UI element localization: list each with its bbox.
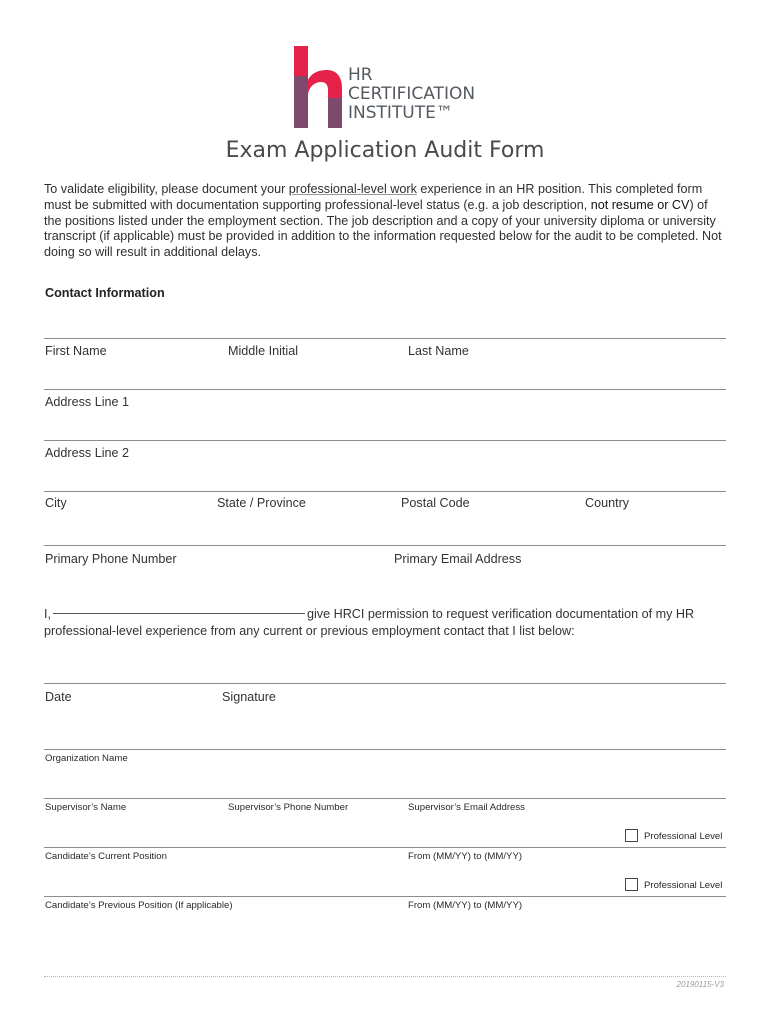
previous-position-label: Candidate’s Previous Position (If applicable) (45, 900, 233, 911)
address1-field-line[interactable] (44, 389, 726, 390)
name-field-line[interactable] (44, 338, 726, 339)
logo-line-certification: CERTIFICATION (348, 84, 476, 104)
footer-divider (44, 976, 726, 977)
signature-label: Signature (222, 690, 276, 704)
current-from-to-label: From (MM/YY) to (MM/YY) (408, 851, 523, 862)
professional-level-checkbox-current[interactable] (625, 829, 638, 842)
current-position-field-line[interactable] (44, 847, 726, 848)
organization-name-label: Organization Name (45, 753, 128, 764)
organization-field-line[interactable] (44, 749, 726, 750)
city-label: City (45, 496, 67, 510)
intro-emphasis: not resume or CV (590, 197, 690, 212)
primary-phone-label: Primary Phone Number (45, 552, 177, 566)
page-title: Exam Application Audit Form (225, 138, 545, 163)
previous-from-to-label: From (MM/YY) to (MM/YY) (408, 900, 523, 911)
first-name-label: First Name (45, 344, 107, 358)
primary-email-label: Primary Email Address (394, 552, 522, 566)
previous-position-field-line[interactable] (44, 896, 726, 897)
address2-field-line[interactable] (44, 440, 726, 441)
hrci-h-logo-icon (294, 46, 342, 128)
professional-level-label-previous: Professional Level (644, 880, 723, 891)
intro-text-2: experience in an HR position. This completed form must be submitted with documentation supporting professional-level status (e.g. a job description, (44, 182, 703, 212)
address-line-2-label: Address Line 2 (45, 446, 130, 460)
date-label: Date (45, 690, 72, 704)
contact-information-heading: Contact Information (45, 286, 165, 300)
hrci-logo (294, 46, 514, 130)
supervisor-name-label: Supervisor’s Name (45, 802, 127, 813)
logo-line-institute: INSTITUTE™ (348, 103, 453, 123)
phone-field-line[interactable] (44, 545, 726, 546)
permission-text: give HRCI permission to request verification documentation of my HR professional-level experience from any current or previous employment contact that I list below: (44, 607, 695, 638)
professional-level-checkbox-previous[interactable] (625, 878, 638, 891)
intro-text-1: To validate eligibility, please document your (44, 182, 289, 196)
address-line-1-label: Address Line 1 (45, 395, 130, 409)
supervisor-phone-label: Supervisor’s Phone Number (228, 802, 349, 813)
last-name-label: Last Name (408, 344, 469, 358)
logo-line-hr: HR (348, 65, 373, 85)
permission-prefix: I, (44, 607, 51, 621)
permission-name-blank[interactable] (53, 613, 305, 614)
intro-paragraph (44, 182, 726, 261)
middle-initial-label: Middle Initial (228, 344, 298, 358)
version-code: 20190115-V3 (676, 980, 724, 989)
professional-level-label-current: Professional Level (644, 831, 723, 842)
date-signature-line[interactable] (44, 683, 726, 684)
intro-text-3: ) of the positions listed under the employment section. The job description and a copy of your university diploma or university transcript (if applicable) must be provided in addition to the information requested below for the audit to be completed. Not doing so will result in additional delays. (44, 197, 722, 260)
current-position-label: Candidate’s Current Position (45, 851, 167, 862)
logo-wordmark (348, 66, 475, 123)
state-province-label: State / Province (217, 496, 306, 510)
supervisor-field-line[interactable] (44, 798, 726, 799)
supervisor-email-label: Supervisor’s Email Address (408, 802, 525, 813)
professional-level-work-link[interactable]: professional-level work (288, 182, 417, 196)
postal-code-label: Postal Code (401, 496, 470, 510)
country-label: Country (585, 496, 630, 510)
city-field-line[interactable] (44, 491, 726, 492)
permission-statement (44, 606, 726, 640)
